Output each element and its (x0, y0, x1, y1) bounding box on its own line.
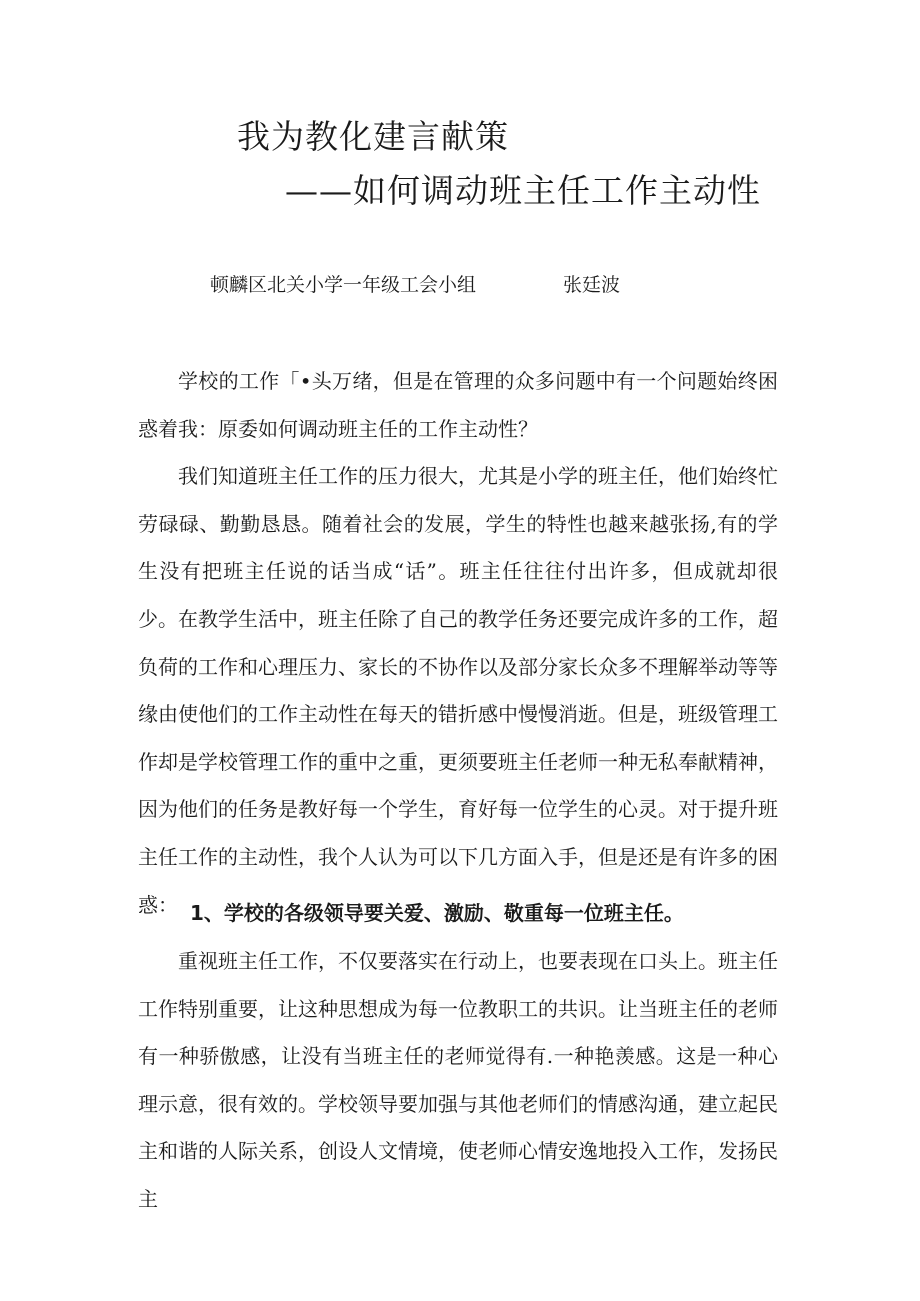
document-subtitle: ——如何调动班主任工作主动性 (285, 171, 761, 210)
byline-author: 张廷波 (563, 274, 621, 296)
paragraph-2: 我们知道班主任工作的压力很大，尤其是小学的班主任，他们始终忙劳碌碌、勤勤恳恳。随着社会的发展，学生的特性也越来越张扬,有的学生没有把班主任说的话当成“话”。班主任往往付出许多，但成就却很少。在教学生活中，班主任除了自己的教学任务还要完成许多的工作，超负荷的工作和心理压力、家长的不协作以及部分家长众多不理解举动等等缘由使他们的工作主动性在每天的错折感中慢慢消逝。但是，班级管理工作却是学校管理工作的重中之重，更须要班主任老师一种无私奉献精神，因为他们的任务是教好每一个学生，育好每一位学生的心灵。对于提升班主任工作的主动性，我个人认为可以下几方面入手，但是还是有许多的困惑： (138, 464, 778, 917)
paragraph-1: 学校的工作「•头万绪，但是在管理的众多问题中有一个问题始终困惑着我：原委如何调动班主任的工作主动性？ (138, 369, 778, 441)
document-title: 我为教化建言献策 (237, 117, 509, 156)
body-section-1 (138, 938, 778, 1224)
paragraph-3: 重视班主任工作，不仅要落实在行动上，也要表现在口头上。班主任工作特别重要，让这种思想成为每一位教职工的共识。让当班主任的老师有一种骄傲感，让没有当班主任的老师觉得有.一种艳羡感。这是一种心理示意，很有效的。学校领导要加强与其他老师们的情感沟通，建立起民主和谐的人际关系，创设人文情境，使老师心情安逸地投入工作，发扬民主 (138, 949, 778, 1211)
body-section-intro (138, 358, 778, 929)
byline-organization: 顿麟区北关小学一年级工会小组 (210, 274, 477, 296)
section-heading-1: 1、学校的各级领导要关爱、激励、敬重每一位班主任。 (190, 901, 684, 925)
